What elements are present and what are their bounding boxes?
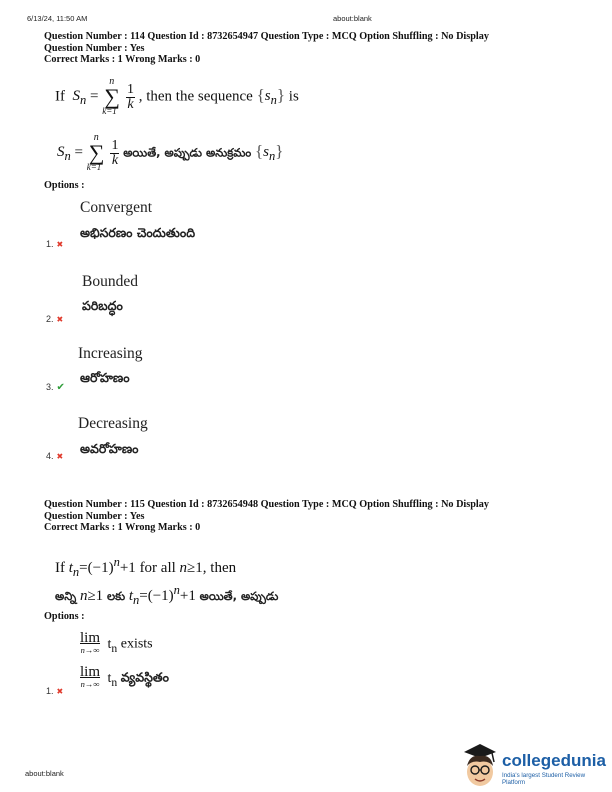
q115-stem-then: , then [202,560,237,576]
q115-option1-english: lim n→∞ $t_n$ exists [80,630,153,655]
q114-option3-english: Increasing [78,345,143,362]
q115-option1-marker [46,686,63,696]
print-datetime: 6/13/24, 11:50 AM [27,14,88,23]
q115-stem-english: If $t_n=(-1)^n+1$ for all n≥1, then [55,555,237,579]
q115-options-label: Options : [44,611,85,622]
print-url-header: about:blank [333,14,372,23]
wrong-icon: ✖ [56,452,64,461]
q114-option1-english: Convergent [80,199,153,216]
wrong-icon: ✖ [56,687,64,696]
q114-option2-english: Bounded [82,273,138,290]
q114-option1-telugu: అభిసరణం చెందుతుంది [80,225,196,240]
q114-stem-en-tail: , then the sequence [138,88,253,105]
q115-stem-te-mid: లకు [106,589,126,603]
q114-option4-marker [46,451,63,461]
option-number: 1. [46,686,54,696]
q115-stem-te-tail: అయితే, అప్పుడు [199,589,279,603]
wrong-icon: ✖ [56,240,64,249]
q114-stem-english: If $S_n$ = n ∑ k=1 $\frac{1}{k}$ , then the sequence $\{s_n\}$ is [55,76,299,116]
q114-option4-telugu: అవరోహణం [80,441,139,456]
q114-option3-marker [46,382,65,393]
q114-stem-telugu: $S_n$ = n ∑ k=1 $\frac{1}{k}$ అయితే, అప్పుడు అనుక్రమం $\{s_n\}$ [57,132,284,172]
mascot-icon [458,742,500,788]
q114-stem-is: is [288,88,299,105]
q114-option3-telugu: ఆరోహణం [80,370,130,385]
q115-stem-telugu: అన్ని n≥1 లకు $t_n=(-1)^n+1$ అయితే, అప్పుడు [55,583,279,607]
q115-option1-telugu: lim n→∞ $t_n$ వ్యవస్థితం [80,664,169,689]
q114-header [44,31,489,66]
correct-icon: ✔ [56,382,65,393]
q114-stem-if: If [55,88,65,105]
q115-info-line: Question Number : 115 Question Id : 8732654948 Question Type : MCQ Option Shuffling : No Display [44,499,489,510]
logo-name: collegedunia [502,751,606,770]
q115-stem-te-pre: అన్ని [55,589,77,603]
option-number: 2. [46,314,54,324]
q114-number-line: Question Number : Yes [44,42,145,54]
q115-marks-line: Correct Marks : 1 Wrong Marks : 0 [44,522,201,533]
q115-option1-te-tail: వ్యవస్థితం [120,669,169,685]
q114-marks-line: Correct Marks : 1 Wrong Marks : 0 [44,54,201,65]
logo-tagline: India's largest Student Review Platform [502,772,586,786]
q115-header [44,499,489,534]
q114-option4-english: Decreasing [78,415,148,432]
option-number: 3. [46,382,54,392]
q114-option2-marker [46,314,63,324]
q115-option1-en-tail: exists [120,636,153,652]
q114-stem-te-tail: అయితే, అప్పుడు అనుక్రమం [123,145,252,160]
q114-option1-marker [46,239,63,249]
q114-option2-telugu: పరిబద్ధం [82,298,123,313]
collegedunia-logo [458,742,608,788]
q115-number-line: Question Number : Yes [44,510,145,522]
wrong-icon: ✖ [56,315,64,324]
q115-stem-for-all: for all [139,560,176,576]
q114-options-label: Options : [44,180,85,191]
option-number: 1. [46,239,54,249]
print-url-footer: about:blank [25,769,64,778]
q114-info-line: Question Number : 114 Question Id : 8732654947 Question Type : MCQ Option Shuffling : No Display [44,31,489,42]
option-number: 4. [46,451,54,461]
q115-stem-if: If [55,560,65,576]
